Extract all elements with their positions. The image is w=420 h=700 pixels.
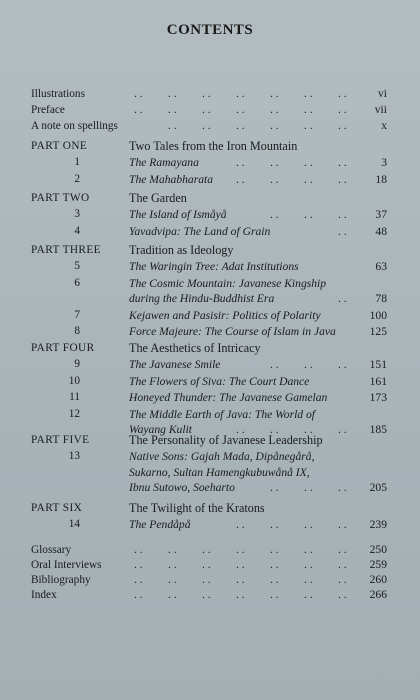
- dot-leader: . .: [236, 103, 245, 116]
- back-matter-label: Glossary: [31, 544, 72, 556]
- chapter-title: The Javanese Smile: [129, 358, 221, 371]
- dot-leader: . .: [304, 558, 313, 571]
- dot-leader: . .: [270, 87, 279, 100]
- dot-leader: . .: [270, 119, 279, 132]
- chapter-title: Wayang Kulit: [129, 423, 193, 436]
- chapter-number: 4: [74, 224, 80, 237]
- dot-leader: . .: [304, 481, 313, 494]
- dot-leader: . .: [304, 573, 313, 586]
- chapter-number: 8: [74, 325, 80, 337]
- dot-leader: . .: [236, 518, 245, 531]
- back-matter-label: Oral Interviews: [31, 559, 102, 571]
- chapter-title: Force Majeure: The Course of Islam in Java: [129, 325, 336, 338]
- dot-leader: . .: [168, 103, 177, 116]
- back-matter-page: 260: [369, 573, 387, 586]
- chapter-number: 3: [74, 208, 80, 220]
- chapter-page: 151: [369, 358, 387, 371]
- dot-leader: . .: [168, 119, 177, 132]
- chapter-number: 2: [74, 172, 80, 185]
- dot-leader: . .: [270, 518, 279, 531]
- dot-leader: . .: [134, 103, 143, 116]
- chapter-title: Ibnu Sutowo, Soeharto: [129, 481, 235, 494]
- chapter-page: 125: [369, 325, 387, 338]
- dot-leader: . .: [270, 172, 279, 186]
- part-title: The Aesthetics of Intricacy: [129, 341, 261, 355]
- chapter-number: 14: [68, 518, 80, 530]
- dot-leader: . .: [168, 87, 177, 100]
- front-matter-page: x: [381, 119, 387, 132]
- dot-leader: . .: [168, 573, 177, 586]
- chapter-number: 13: [68, 450, 80, 462]
- chapter-page: 205: [369, 481, 387, 494]
- dot-leader: . .: [304, 518, 313, 531]
- chapter-page: 239: [369, 518, 387, 531]
- part-label: PART TWO: [31, 192, 90, 204]
- chapter-title: The Middle Earth of Java: The World of: [129, 407, 316, 421]
- chapter-title: The Waringin Tree: Adat Institutions: [129, 260, 299, 273]
- dot-leader: . .: [338, 558, 347, 571]
- dot-leader: . .: [134, 87, 143, 100]
- chapter-title: The Flowers of Siva: The Court Dance: [129, 374, 310, 388]
- dot-leader: . .: [236, 573, 245, 586]
- part-title: Tradition as Ideology: [129, 243, 234, 257]
- dot-leader: . .: [202, 558, 211, 571]
- chapter-number: 7: [74, 308, 80, 321]
- chapter-title: The Mahabharata: [129, 172, 214, 186]
- chapter-title: The Cosmic Mountain: Javanese Kingship: [129, 276, 327, 290]
- dot-leader: . .: [236, 87, 245, 100]
- front-matter-label: Illustrations: [31, 88, 85, 100]
- dot-leader: . .: [236, 588, 245, 601]
- dot-leader: . .: [202, 103, 211, 116]
- dot-leader: . .: [270, 588, 279, 601]
- chapter-title: Honeyed Thunder: The Javanese Gamelan: [129, 391, 328, 404]
- part-title: The Personality of Javanese Leadership: [129, 433, 323, 447]
- front-matter-page: vi: [377, 87, 387, 100]
- dot-leader: . .: [304, 543, 313, 556]
- back-matter-label: Index: [31, 589, 57, 601]
- chapter-title: Native Sons: Gajah Mada, Dipånegårå,: [129, 450, 315, 463]
- dot-leader: . .: [304, 358, 313, 371]
- dot-leader: . .: [338, 358, 347, 371]
- chapter-title: during the Hindu-Buddhist Era: [129, 292, 275, 305]
- dot-leader: . .: [168, 588, 177, 601]
- chapter-title: The Island of Ismåyå: [129, 208, 227, 221]
- dot-leader: . .: [304, 208, 313, 221]
- dot-leader: . .: [236, 119, 245, 132]
- chapter-page: 37: [375, 208, 387, 221]
- dot-leader: . .: [202, 588, 211, 601]
- chapter-page: 161: [369, 374, 387, 388]
- chapter-number: 9: [74, 358, 80, 370]
- chapter-title: Kejawen and Pasisir: Politics of Polarity: [129, 308, 321, 322]
- dot-leader: . .: [236, 543, 245, 556]
- part-title: Two Tales from the Iron Mountain: [129, 139, 298, 153]
- dot-leader: . .: [236, 172, 245, 186]
- dot-leader: . .: [338, 208, 347, 221]
- front-matter-label: Preface: [31, 104, 65, 116]
- dot-leader: . .: [304, 87, 313, 100]
- dot-leader: . .: [236, 423, 245, 436]
- dot-leader: . .: [338, 172, 347, 186]
- dot-leader: . .: [304, 588, 313, 601]
- part-title: The Twilight of the Kratons: [129, 501, 265, 515]
- dot-leader: . .: [134, 588, 143, 601]
- part-label: PART THREE: [31, 244, 101, 256]
- part-label: PART SIX: [31, 502, 83, 514]
- dot-leader: . .: [304, 423, 313, 436]
- dot-leader: . .: [202, 573, 211, 586]
- chapter-page: 185: [369, 423, 387, 436]
- chapter-title: The Ramayana: [129, 156, 199, 169]
- dot-leader: . .: [304, 119, 313, 132]
- dot-leader: . .: [304, 156, 313, 169]
- chapter-number: 5: [74, 260, 80, 272]
- dot-leader: . .: [304, 172, 313, 186]
- chapter-page: 78: [375, 292, 387, 305]
- dot-leader: . .: [202, 543, 211, 556]
- dot-leader: . .: [338, 119, 347, 132]
- dot-leader: . .: [338, 588, 347, 601]
- dot-leader: . .: [270, 423, 279, 436]
- page-title: CONTENTS: [166, 22, 254, 38]
- back-matter-page: 250: [369, 543, 387, 556]
- front-matter-label: A note on spellings: [31, 120, 118, 132]
- dot-leader: . .: [270, 543, 279, 556]
- chapter-page: 3: [381, 156, 387, 169]
- dot-leader: . .: [338, 543, 347, 556]
- dot-leader: . .: [338, 423, 347, 436]
- chapter-page: 48: [375, 224, 387, 238]
- chapter-number: 6: [74, 276, 80, 289]
- dot-leader: . .: [338, 156, 347, 169]
- dot-leader: . .: [270, 358, 279, 371]
- chapter-page: 18: [375, 172, 387, 186]
- dot-leader: . .: [338, 87, 347, 100]
- dot-leader: . .: [270, 103, 279, 116]
- dot-leader: . .: [338, 224, 347, 238]
- dot-leader: . .: [134, 558, 143, 571]
- dot-leader: . .: [168, 558, 177, 571]
- back-matter-page: 266: [369, 588, 387, 601]
- back-matter-page: 259: [369, 558, 387, 571]
- dot-leader: . .: [338, 573, 347, 586]
- dot-leader: . .: [236, 558, 245, 571]
- part-title: The Garden: [129, 191, 187, 205]
- dot-leader: . .: [270, 573, 279, 586]
- chapter-number: 12: [68, 407, 80, 420]
- chapter-title: Sukarno, Sultan Hamengkubuwånå IX,: [129, 465, 310, 479]
- dot-leader: . .: [202, 119, 211, 132]
- chapter-number: 11: [69, 391, 80, 403]
- chapter-page: 173: [369, 391, 387, 404]
- dot-leader: . .: [338, 103, 347, 116]
- dot-leader: . .: [270, 481, 279, 494]
- chapter-page: 63: [375, 260, 387, 273]
- dot-leader: . .: [270, 156, 279, 169]
- chapter-number: 1: [74, 156, 80, 168]
- chapter-title: The Pendåpå: [129, 518, 191, 531]
- dot-leader: . .: [168, 543, 177, 556]
- chapter-number: 10: [68, 374, 80, 387]
- part-label: PART ONE: [31, 140, 88, 152]
- back-matter-label: Bibliography: [31, 574, 91, 586]
- dot-leader: . .: [270, 558, 279, 571]
- dot-leader: . .: [134, 543, 143, 556]
- front-matter-page: vii: [374, 103, 387, 116]
- dot-leader: . .: [338, 481, 347, 494]
- part-label: PART FOUR: [31, 342, 95, 354]
- dot-leader: . .: [134, 573, 143, 586]
- part-label: PART FIVE: [31, 434, 90, 446]
- dot-leader: . .: [236, 156, 245, 169]
- dot-leader: . .: [338, 292, 347, 305]
- chapter-title: Yavadvipa: The Land of Grain: [129, 224, 271, 238]
- chapter-page: 100: [369, 308, 387, 322]
- dot-leader: . .: [270, 208, 279, 221]
- dot-leader: . .: [304, 103, 313, 116]
- dot-leader: . .: [202, 87, 211, 100]
- dot-leader: . .: [338, 518, 347, 531]
